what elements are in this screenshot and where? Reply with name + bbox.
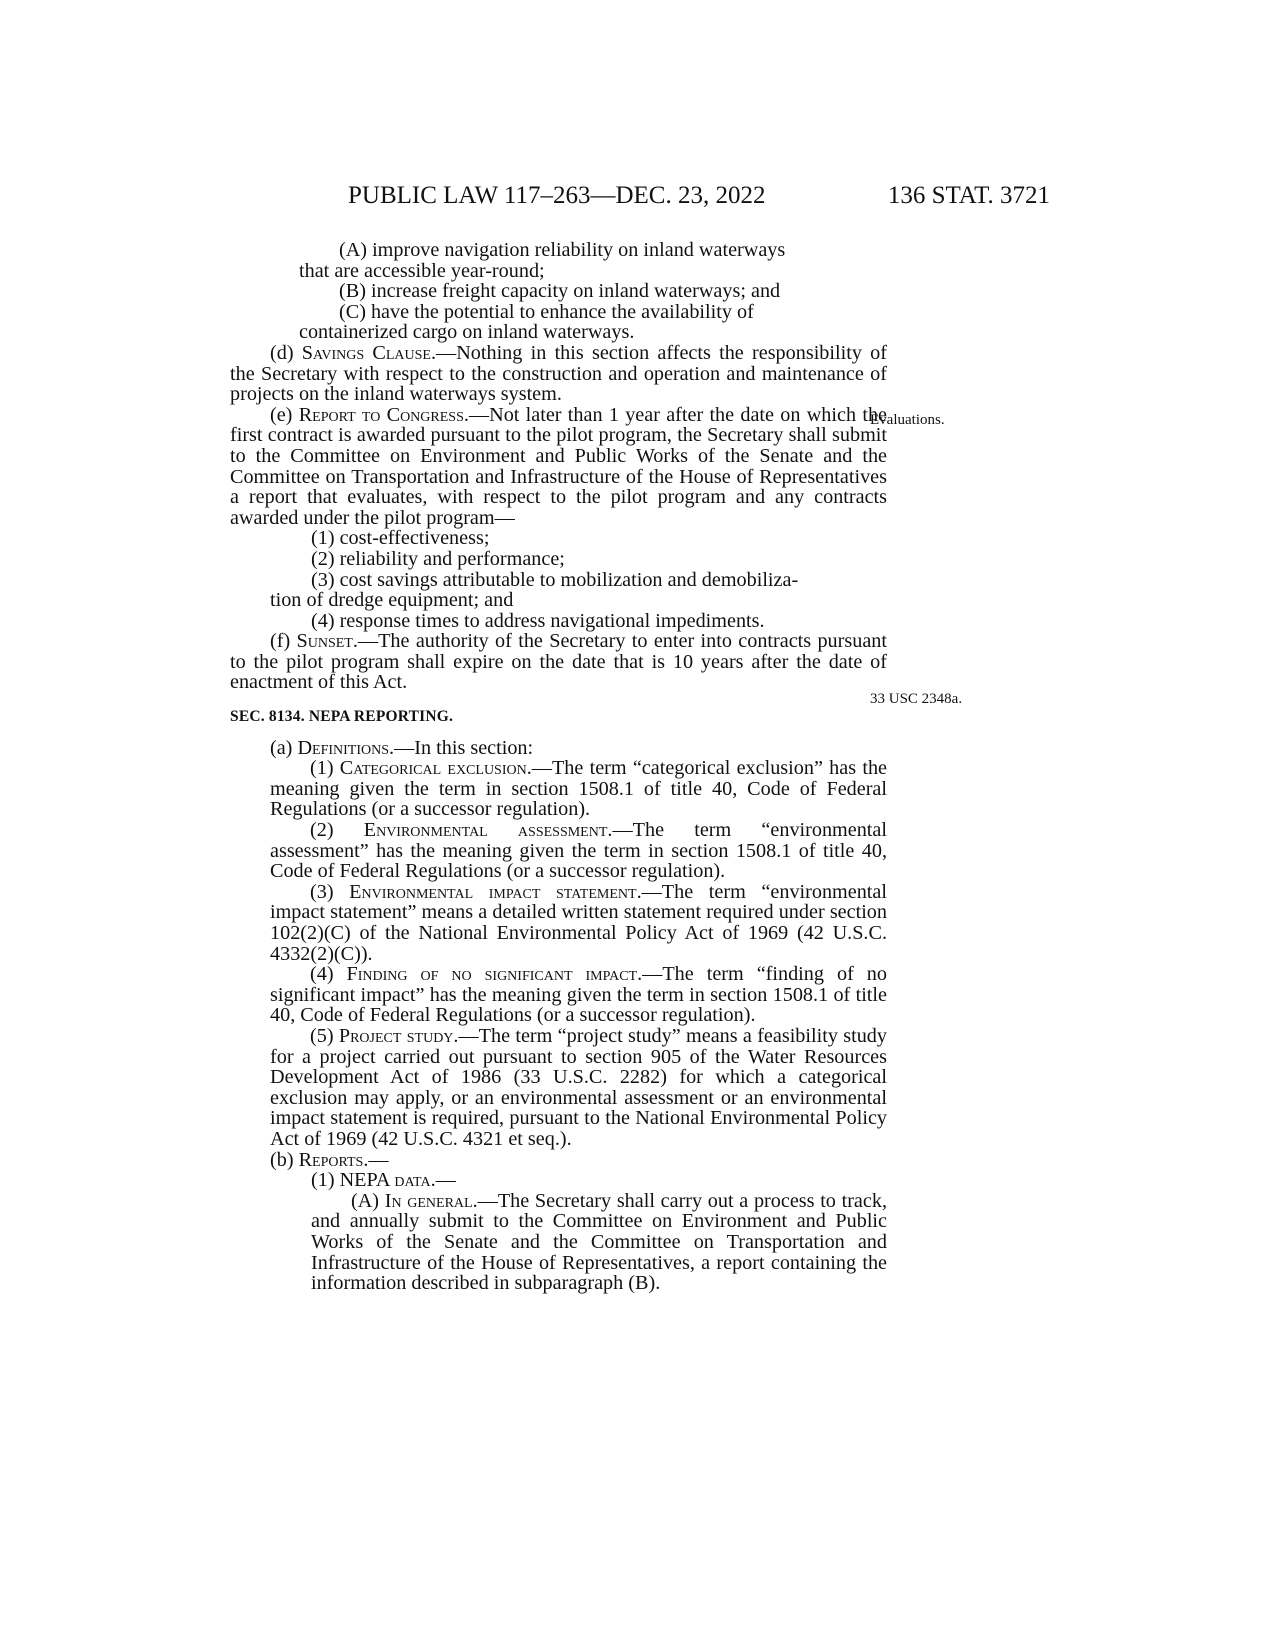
- subsection-d: [230, 343, 887, 405]
- section-subsection-a: [230, 738, 887, 759]
- definition-4-heading: Finding of no significant impact: [346, 963, 638, 986]
- reports-1-heading: data: [394, 1169, 431, 1192]
- definition-2-heading: Environmental assessment: [363, 819, 608, 842]
- definition-5-label: (5): [310, 1024, 339, 1047]
- paragraph-e4: (4) response times to address navigational impediments.: [311, 609, 765, 632]
- section-a-text: .—In this section:: [389, 736, 534, 759]
- definition-categorical-exclusion: [270, 758, 887, 820]
- subsection-d-heading: Savings Clause: [301, 341, 431, 364]
- clause-c-line1: (C) have the potential to enhance the availability of: [339, 300, 754, 323]
- subsection-d-text: .—Nothing in this section affects the responsibility of the Secretary with respect to the construction and operation and maintenance of projects on the inland waterways system.: [230, 341, 887, 406]
- section-subsection-b: [230, 1150, 887, 1171]
- subsection-e-text: .—Not later than 1 year after the date on which the first contract is awarded pursuant to the pilot program, the Secretary shall submit to the Committee on Environment and Public Works of the Senate and the Committee on Transportation and Infrastructure of the House of Representatives a report that evaluates, with respect to the pilot program and any contracts awarded under the pilot program—: [230, 403, 887, 529]
- definition-2-label: (2): [310, 819, 364, 842]
- reports-a-heading: In general: [384, 1189, 473, 1212]
- reports-subparagraph-block: [230, 1191, 887, 1294]
- reports-subparagraph-a: [311, 1191, 887, 1294]
- margin-note-usc: 33 USC 2348a.: [870, 691, 963, 707]
- margin-note-evaluations: Evaluations.: [870, 412, 945, 428]
- definition-project-study: [270, 1026, 887, 1150]
- document-body: [230, 240, 887, 1294]
- definition-environmental-assessment: [270, 820, 887, 882]
- running-head-title: PUBLIC LAW 117–263—DEC. 23, 2022: [348, 182, 766, 209]
- definitions-list: [230, 758, 887, 1149]
- subsection-e-heading: Report to Congress: [298, 403, 464, 426]
- reports-1-label: (1) NEPA: [311, 1169, 395, 1192]
- paragraph-e2: (2) reliability and performance;: [311, 547, 565, 570]
- paragraph-e1: (1) cost-effectiveness;: [311, 527, 490, 550]
- subsection-e: [230, 405, 887, 529]
- subsection-f-label: (f): [270, 630, 297, 653]
- definition-3-heading: Environmental impact statement: [349, 880, 637, 903]
- definition-4-label: (4): [310, 963, 347, 986]
- section-b-heading: Reports: [298, 1148, 364, 1171]
- clause-a-line1: (A) improve navigation reliability on inland waterways: [339, 239, 786, 261]
- clause-b: (B) increase freight capacity on inland waterways; and: [339, 280, 781, 303]
- section-b-text: .—: [363, 1148, 389, 1171]
- subsection-f-heading: Sunset: [296, 630, 353, 653]
- paragraph-e3-line2: tion of dredge equipment; and: [270, 589, 514, 612]
- subsection-f-text: .—The authority of the Secretary to enter into contracts pursuant to the pilot program shall expire on the date that is 10 years after the date of enactment of this Act.: [230, 630, 887, 694]
- section-a-label: (a): [270, 736, 298, 759]
- subsection-e-label: (e): [270, 403, 299, 426]
- definition-5-heading: Project study: [338, 1024, 454, 1047]
- definition-1-label: (1): [310, 757, 340, 780]
- definition-3-label: (3): [310, 880, 350, 903]
- definition-1-heading: Categorical exclusion: [339, 757, 527, 780]
- paragraph-e3-line1: (3) cost savings attributable to mobilization and demobiliza-: [311, 568, 799, 591]
- definition-environmental-impact-statement: [270, 882, 887, 964]
- reports-1-text: .—: [430, 1169, 456, 1192]
- statute-page-number: 136 STAT. 3721: [887, 182, 1050, 209]
- subsection-f: [230, 631, 887, 693]
- definition-finding-of-no-significant-impact: [270, 964, 887, 1026]
- section-heading: SEC. 8134. NEPA REPORTING.: [230, 708, 454, 726]
- definition-2-text: .—The term “environmental assessment” has the meaning given the term in section 1508.1 of title 40, Code of Federal Regulations (or a successor regulation).: [270, 819, 887, 883]
- subsection-d-label: (d): [270, 341, 302, 364]
- section-b-label: (b): [270, 1148, 299, 1171]
- section-a-heading: Definitions: [297, 736, 390, 759]
- reports-a-text: .—The Secretary shall carry out a process to track, and annually submit to the Committee on Environment and Public Works of the Senate and the Committee on Transportation and Infrastructure of the House of Representatives, a report containing the information described in subparagraph (B).: [311, 1189, 887, 1295]
- definition-3-text: .—The term “environmental impact statement” means a detailed written statement required under section 102(2)(C) of the National Environmental Policy Act of 1969 (42 U.S.C. 4332(2)(C)).: [270, 880, 887, 965]
- clause-a-line2: that are accessible year-round;: [299, 259, 545, 282]
- reports-paragraph-1: [230, 1170, 887, 1191]
- definition-1-text: .—The term “categorical exclusion” has the meaning given the term in section 1508.1 of title 40, Code of Federal Regulations (or a successor regulation).: [270, 757, 887, 821]
- definition-5-text: .—The term “project study” means a feasibility study for a project carried out pursuant to section 905 of the Water Resources Development Act of 1986 (33 U.S.C. 2282) for which a categorical exclusion may apply, or an environmental assessment or an environmental impact statement is required, pursuant to the National Environmental Policy Act of 1969 (42 U.S.C. 4321 et seq.).: [270, 1024, 887, 1150]
- page-header: [230, 182, 1050, 222]
- reports-a-label: (A): [351, 1189, 385, 1212]
- definition-4-text: .—The term “finding of no significant impact” has the meaning given the term in section 1508.1 of title 40, Code of Federal Regulations (or a successor regulation).: [270, 963, 887, 1027]
- clause-c-line2: containerized cargo on inland waterways.: [299, 321, 635, 344]
